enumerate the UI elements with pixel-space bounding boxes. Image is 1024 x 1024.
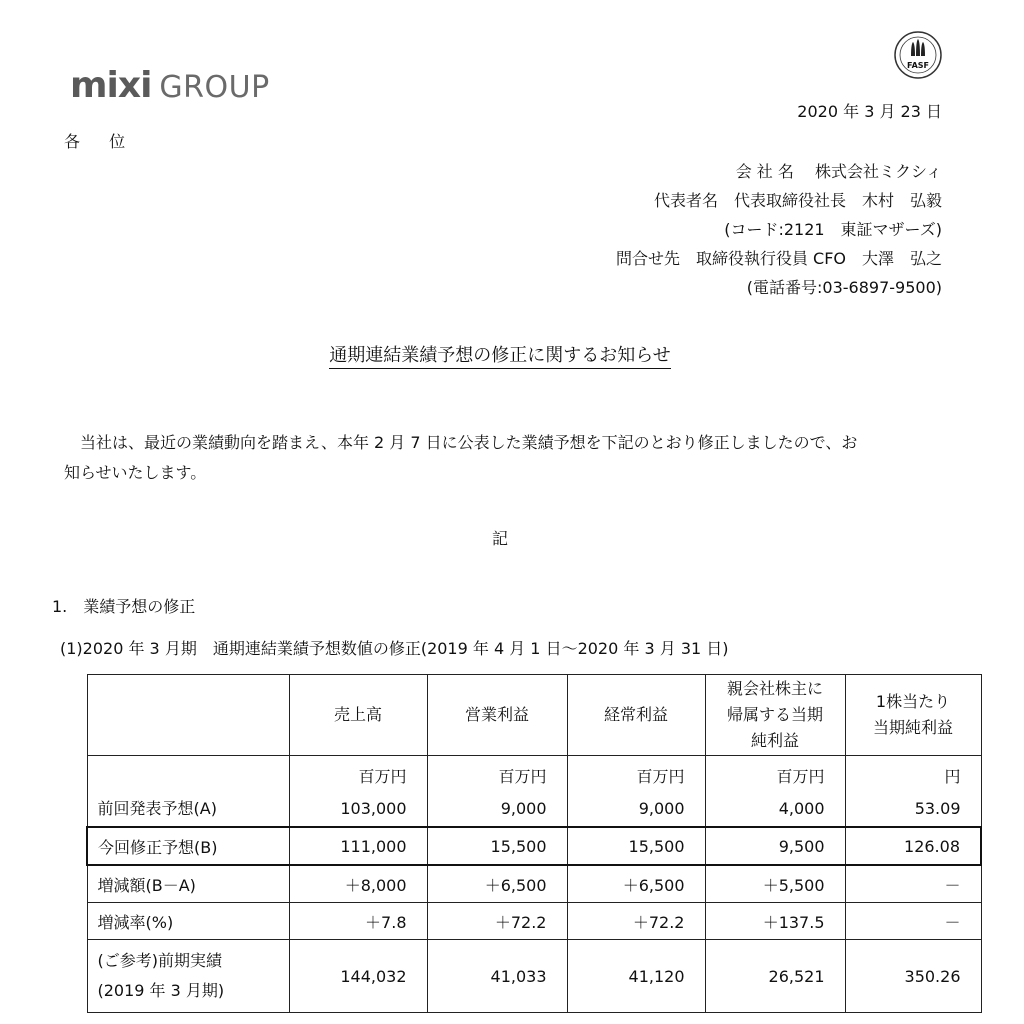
document-title: 通期連結業績予想の修正に関するお知らせ <box>0 341 1000 367</box>
table-cell: － <box>845 865 981 903</box>
table-row-revised <box>87 827 981 865</box>
header-ordinary-profit: 経常利益 <box>567 675 705 756</box>
table-cell: 9,500 <box>705 827 845 865</box>
addressee: 各 位 <box>64 132 138 151</box>
table-row-prior-actual <box>87 940 981 1013</box>
table-cell: 15,500 <box>427 827 567 865</box>
table-cell: 144,032 <box>289 940 427 1013</box>
header-operating-profit: 営業利益 <box>427 675 567 756</box>
table-cell: 111,000 <box>289 827 427 865</box>
table-cell: ＋6,500 <box>567 865 705 903</box>
row-label: 増減率(%) <box>87 903 289 940</box>
row-label: 増減額(B－A) <box>87 865 289 903</box>
table-cell: 百万円 9,000 <box>427 756 567 828</box>
table-cell: 26,521 <box>705 940 845 1013</box>
header-eps: 1株当たり 当期純利益 <box>845 675 981 756</box>
forecast-table <box>86 674 982 1013</box>
company-name: 会 社 名 株式会社ミクシィ <box>735 162 942 181</box>
fasf-seal-icon <box>893 30 943 80</box>
body-paragraph <box>64 428 954 488</box>
subsection-heading: (1)2020 年 3 月期 通期連結業績予想数値の修正(2019 年 4 月 1 日～2020 年 3 月 31 日) <box>60 639 729 658</box>
table-cell: 126.08 <box>845 827 981 865</box>
table-cell: ＋6,500 <box>427 865 567 903</box>
table-cell: 百万円 9,000 <box>567 756 705 828</box>
table-cell: ＋137.5 <box>705 903 845 940</box>
section-heading: 1. 業績予想の修正 <box>52 597 196 616</box>
table-cell: ＋72.2 <box>567 903 705 940</box>
representative: 代表者名 代表取締役社長 木村 弘毅 <box>653 191 942 210</box>
table-cell: ＋72.2 <box>427 903 567 940</box>
contact-person: 問合せ先 取締役執行役員 CFO 大澤 弘之 <box>615 249 942 268</box>
table-cell: 41,033 <box>427 940 567 1013</box>
ki-heading: 記 <box>491 529 508 548</box>
row-label: (ご参考)前期実績 (2019 年 3 月期) <box>87 940 289 1013</box>
company-logo <box>70 66 270 106</box>
seal-text: FASF <box>907 61 929 70</box>
table-row-previous <box>87 756 981 828</box>
table-cell: 41,120 <box>567 940 705 1013</box>
table-cell: 350.26 <box>845 940 981 1013</box>
body-line-2: 知らせいたします。 <box>64 463 207 482</box>
header-empty <box>87 675 289 756</box>
stock-code: (コード:2121 東証マザーズ) <box>724 220 942 239</box>
table-header-row <box>87 675 981 756</box>
row-label: 前回発表予想(A) <box>87 756 289 828</box>
table-cell: － <box>845 903 981 940</box>
body-line-1: 当社は、最近の業績動向を踏まえ、本年 2 月 7 日に公表した業績予想を下記のとおり修正しましたので、お <box>80 433 858 452</box>
logo-group: GROUP <box>159 70 270 105</box>
table-cell: ＋5,500 <box>705 865 845 903</box>
table-row-change-rate <box>87 903 981 940</box>
logo-mixi: mixi <box>70 65 152 106</box>
header-sales: 売上高 <box>289 675 427 756</box>
document-date: 2020 年 3 月 23 日 <box>797 102 942 121</box>
table-row-change-amount <box>87 865 981 903</box>
table-cell: 百万円 4,000 <box>705 756 845 828</box>
phone-number: (電話番号:03-6897-9500) <box>746 278 942 297</box>
table-cell: 15,500 <box>567 827 705 865</box>
table-cell: ＋7.8 <box>289 903 427 940</box>
table-cell: 百万円 103,000 <box>289 756 427 828</box>
header-net-profit: 親会社株主に 帰属する当期 純利益 <box>705 675 845 756</box>
row-label: 今回修正予想(B) <box>87 827 289 865</box>
table-cell: ＋8,000 <box>289 865 427 903</box>
table-cell: 円 53.09 <box>845 756 981 828</box>
